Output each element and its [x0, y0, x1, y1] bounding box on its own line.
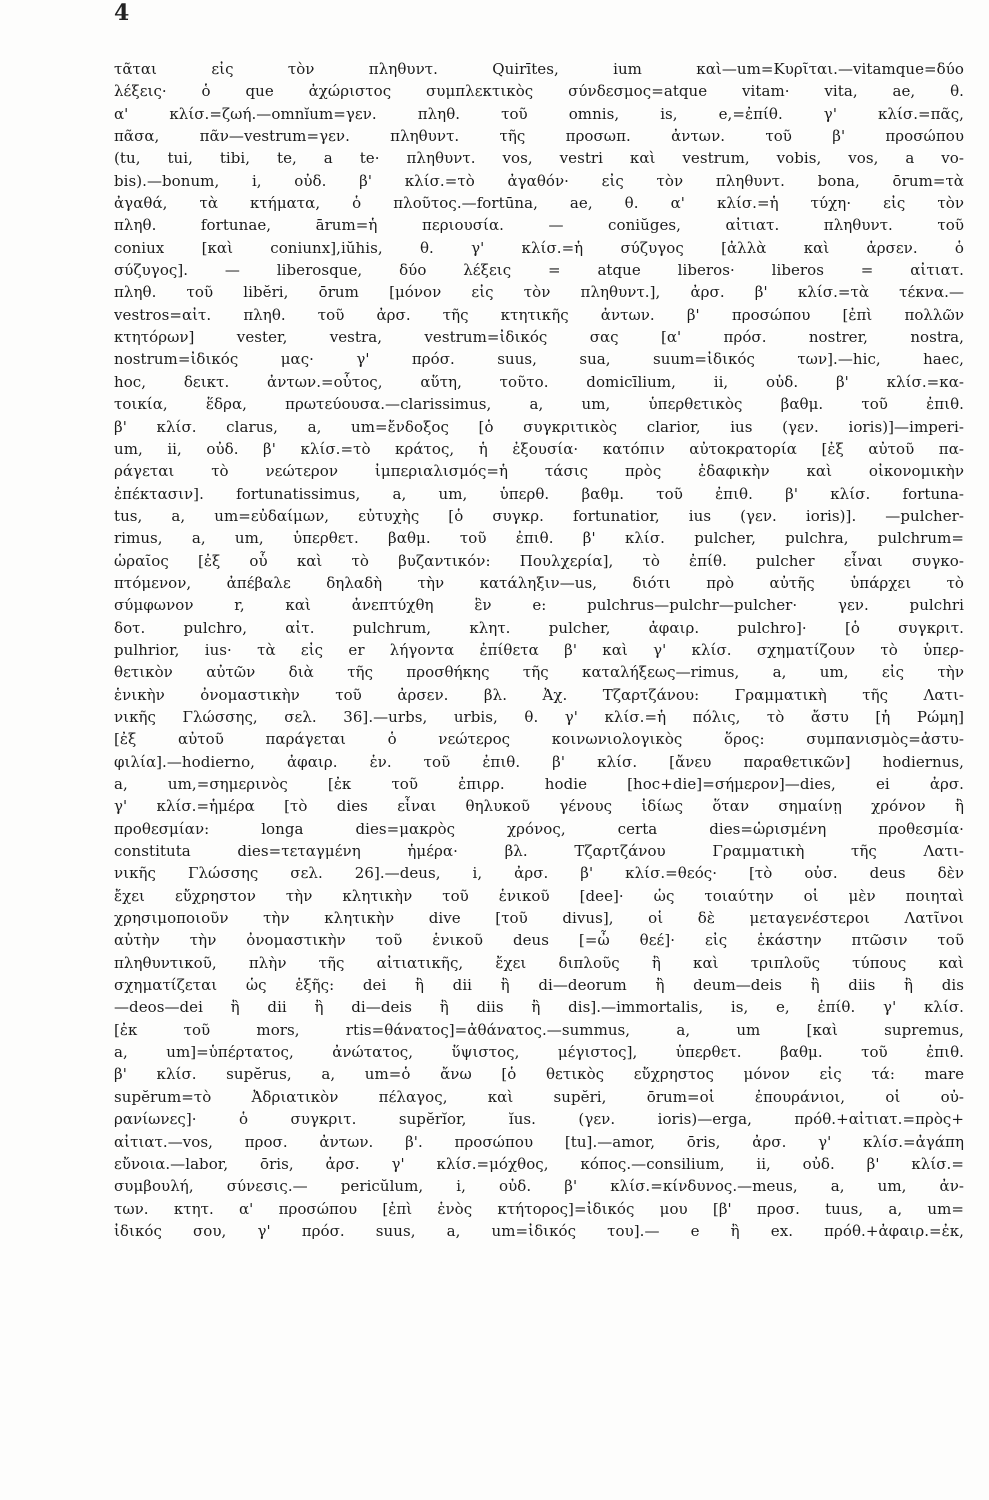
text-line: σύμφωνον r, καὶ ἀνεπτύχθη ἓν e: pulchrus—pulchr—pulcher· γεν. pulchri [114, 596, 964, 615]
text-line: των. κτητ. α' προσώπου [ἐπὶ ἑνὸς κτήτορος]=ἰδικός μου [β' προσ. tuus, a, um= [114, 1199, 964, 1218]
text-line: τᾶται εἰς τὸν πληθυντ. Quirītes, ium καὶ—um=Κυρῖται.—vitamque=δύο [114, 60, 964, 78]
text-line: ἰδικός σου, γ' πρόσ. suus, a, um=ἰδικός του].— e ἢ ex. πρόθ.+ἀφαιρ.=ἐκ, [114, 1221, 964, 1240]
text-line: vestros=αἰτ. πληθ. τοῦ ἀρσ. τῆς κτητικῆς ἀντων. β' προσώπου [ἐπὶ πολλῶν [114, 305, 964, 324]
text-line: σχηματίζεται ὡς ἑξῆς: dei ἢ dii ἢ di—deorum ἢ deum—deis ἢ diis ἢ dis [114, 976, 964, 995]
text-line: αἰτιατ.—vos, προσ. ἀντων. β'. προσώπου [tu].—amor, ōris, ἀρσ. γ' κλίσ.=ἀγάπη [114, 1132, 964, 1151]
text-line: ράγεται τὸ νεώτερον ἰμπεριαλισμός=ἡ τάσις πρὸς ἐδαφικὴν καὶ οἰκονομικὴν [114, 462, 964, 481]
text-line: hoc, δεικτ. ἀντων.=οὗτος, αὕτη, τοῦτο. domicīlium, ii, οὐδ. β' κλίσ.=κα- [114, 372, 964, 391]
text-line: κτητόρων] vester, vestra, vestrum=ἰδικός σας [α' πρόσ. nostrer, nostra, [114, 328, 964, 347]
text-line: νικῆς Γλώσσης σελ. 26].—deus, i, ἀρσ. β' κλίσ.=θεός· [τὸ οὐσ. deus δὲν [114, 864, 964, 883]
text-line: ρανίωνες]· ὁ συγκριτ. supĕrĭor, ĭus. (γεν. ioris)—erga, πρόθ.+αἰτιατ.=πρὸς+ [114, 1110, 964, 1129]
text-line: a, um,=σημερινὸς [ἐκ τοῦ ἐπιρρ. hodie [hoc+die]=σήμερον]—dies, ei ἀρσ. [114, 775, 964, 793]
text-line: ἔχει εὔχρηστον τὴν κλητικὴν τοῦ ἑνικοῦ [dee]· ὡς τοιαύτην οἱ μὲν ποιηταὶ [114, 886, 964, 905]
text-line: αὐτὴν τὴν ὀνομαστικὴν τοῦ ἑνικοῦ deus [=ὦ θεέ]· εἰς ἑκάστην πτῶσιν τοῦ [114, 931, 964, 950]
text-line: προθεσμίαν: longa dies=μακρὸς χρόνος, certa dies=ὡρισμένη προθεσμία· [114, 819, 964, 838]
text-line: β' κλίσ. clarus, a, um=ἔνδοξος [ὁ συγκριτικὸς clarior, ius (γεν. ioris)]—imperi- [114, 417, 964, 436]
text-line: πληθ. τοῦ libĕri, ōrum [μόνον εἰς τὸν πληθυντ.], ἀρσ. β' κλίσ.=τὰ τέκνα.— [114, 283, 964, 302]
text-line: ἑνικὴν ὀνομαστικὴν τοῦ ἀρσεν. βλ. Ἀχ. Τζαρτζάνου: Γραμματικὴ τῆς Λατι- [114, 685, 964, 704]
text-line: τοικία, ἕδρα, πρωτεύουσα.—clarissimus, a, um, ὑπερθετικὸς βαθμ. τοῦ ἐπιθ. [114, 395, 964, 414]
text-line: —deos—dei ἢ dii ἢ di—deis ἢ diis ἢ dis].—immortalis, is, e, ἐπίθ. γ' κλίσ. [114, 998, 964, 1017]
text-line: λέξεις· ὁ que ἀχώριστος συμπλεκτικὸς σύνδεσμος=atque vitam· vita, ae, θ. [114, 82, 964, 101]
text-line: νικῆς Γλώσσης, σελ. 36].—urbs, urbis, θ. γ' κλίσ.=ἡ πόλις, τὸ ἄστυ [ἡ Ρώμη] [114, 707, 964, 726]
text-line: (tu, tui, tibi, te, a te· πληθυντ. vos, vestri καὶ vestrum, vobis, vos, a vo- [114, 149, 964, 168]
text-line: ἀγαθά, τὰ κτήματα, ὁ πλοῦτος.—fortūna, ae, θ. α' κλίσ.=ἡ τύχη· εἰς τὸν [114, 194, 964, 213]
text-line: σύζυγος]. — liberosque, δύο λέξεις = atque liberos· liberos = αἰτιατ. [114, 261, 964, 280]
text-line: πᾶσα, πᾶν—vestrum=γεν. πληθυντ. τῆς προσωπ. ἀντων. τοῦ β' προσώπου [114, 127, 964, 146]
text-line: [ἐκ τοῦ mors, rtis=θάνατος]=ἀθάνατος.—summus, a, um [καὶ supremus, [114, 1020, 964, 1039]
text-line: θετικὸν αὐτῶν διὰ τῆς προσθήκης τῆς καταλήξεως—rimus, a, um, εἰς τὴν [114, 663, 964, 682]
text-line: bis).—bonum, i, οὐδ. β' κλίσ.=τὸ ἀγαθόν· εἰς τὸν πληθυντ. bona, ōrum=τὰ [114, 171, 964, 190]
text-line: δοτ. pulchro, αἰτ. pulchrum, κλητ. pulcher, ἀφαιρ. pulchro]· [ὁ συγκριτ. [114, 618, 964, 637]
text-line: πληθυντικοῦ, πλὴν τῆς αἰτιατικῆς, ἔχει διπλοῦς ἢ καὶ τριπλοῦς τύπους καὶ [114, 953, 964, 972]
text-line: tus, a, um=εὐδαίμων, εὐτυχὴς [ὁ συγκρ. fortunatior, ius (γεν. ioris)]. —pulcher- [114, 506, 964, 525]
text-line: α' κλίσ.=ζωή.—omnĭum=γεν. πληθ. τοῦ omnis, is, e,=ἐπίθ. γ' κλίσ.=πᾶς, [114, 104, 964, 123]
text-line: constituta dies=τεταγμένη ἡμέρα· βλ. Τζαρτζάνου Γραμματικὴ τῆς Λατι- [114, 842, 964, 861]
text-line: γ' κλίσ.=ἡμέρα [τὸ dies εἶναι θηλυκοῦ γένους ἰδίως ὅταν σημαίνῃ χρόνον ἢ [114, 797, 964, 816]
page-number: 4 [114, 0, 130, 26]
text-line: [ἐξ αὐτοῦ παράγεται ὁ νεώτερος κοινωνιολογικὸς ὅρος: συμπανισμὸς=ἀστυ- [114, 730, 964, 749]
page-text-block [114, 58, 964, 1242]
text-line: ἐπέκτασιν]. fortunatissimus, a, um, ὑπερθ. βαθμ. τοῦ ἐπιθ. β' κλίσ. fortuna- [114, 484, 964, 503]
text-line: a, um]=ὑπέρτατος, ἀνώτατος, ὕψιστος, μέγιστος], ὑπερθετ. βαθμ. τοῦ ἐπιθ. [114, 1043, 964, 1062]
text-line: pulhrior, ius· τὰ εἰς er λήγοντα ἐπίθετα β' καὶ γ' κλίσ. σχηματίζουν τὸ ὑπερ- [114, 640, 964, 659]
text-line: συμβουλή, σύνεσις.— pericŭlum, i, οὐδ. β' κλίσ.=κίνδυνος.—meus, a, um, ἀν- [114, 1177, 964, 1196]
text-line: nostrum=ἰδικός μας· γ' πρόσ. suus, sua, suum=ἰδικός των].—hic, haec, [114, 350, 964, 369]
text-line: supĕrum=τὸ Ἀδριατικὸν πέλαγος, καὶ supĕri, ōrum=οἱ ἐπουράνιοι, οἱ οὐ- [114, 1087, 964, 1106]
text-line: rimus, a, um, ὑπερθετ. βαθμ. τοῦ ἐπιθ. β' κλίσ. pulcher, pulchra, pulchrum= [114, 529, 964, 548]
text-line: coniux [καὶ coniunx],iŭhis, θ. γ' κλίσ.=ἡ σύζυγος [ἀλλὰ καὶ ἀρσεν. ὁ [114, 238, 964, 257]
text-line: β' κλίσ. supĕrus, a, um=ὁ ἄνω [ὁ θετικὸς εὔχρηστος μόνον εἰς τά: mare [114, 1065, 964, 1084]
text-line: εὔνοια.—labor, ōris, ἀρσ. γ' κλίσ.=μόχθος, κόπος.—consilium, ii, οὐδ. β' κλίσ.= [114, 1154, 964, 1173]
text-line: πληθ. fortunae, ārum=ἡ περιουσία. — coniŭges, αἰτιατ. πληθυντ. τοῦ [114, 216, 964, 235]
text-line: ὡραῖος [ἐξ οὗ καὶ τὸ βυζαντικόν: Πουλχερία], τὸ ἐπίθ. pulcher εἶναι συγκο- [114, 551, 964, 570]
text-line: φιλία].—hodierno, ἀφαιρ. ἑν. τοῦ ἐπιθ. β' κλίσ. [ἄνευ παραθετικῶν] hodiernus, [114, 752, 964, 771]
text-line: χρησιμοποιοῦν τὴν κλητικὴν dive [τοῦ divus], οἱ δὲ μεταγενέστεροι Λατῖνοι [114, 909, 964, 928]
text-line: um, ii, οὐδ. β' κλίσ.=τὸ κράτος, ἡ ἐξουσία· κατόπιν αὐτοκρατορία [ἐξ αὐτοῦ πα- [114, 439, 964, 458]
text-line: πτόμενον, ἀπέβαλε δηλαδὴ τὴν κατάληξιν—us, διότι πρὸ αὐτῆς ὑπάρχει τὸ [114, 573, 964, 592]
